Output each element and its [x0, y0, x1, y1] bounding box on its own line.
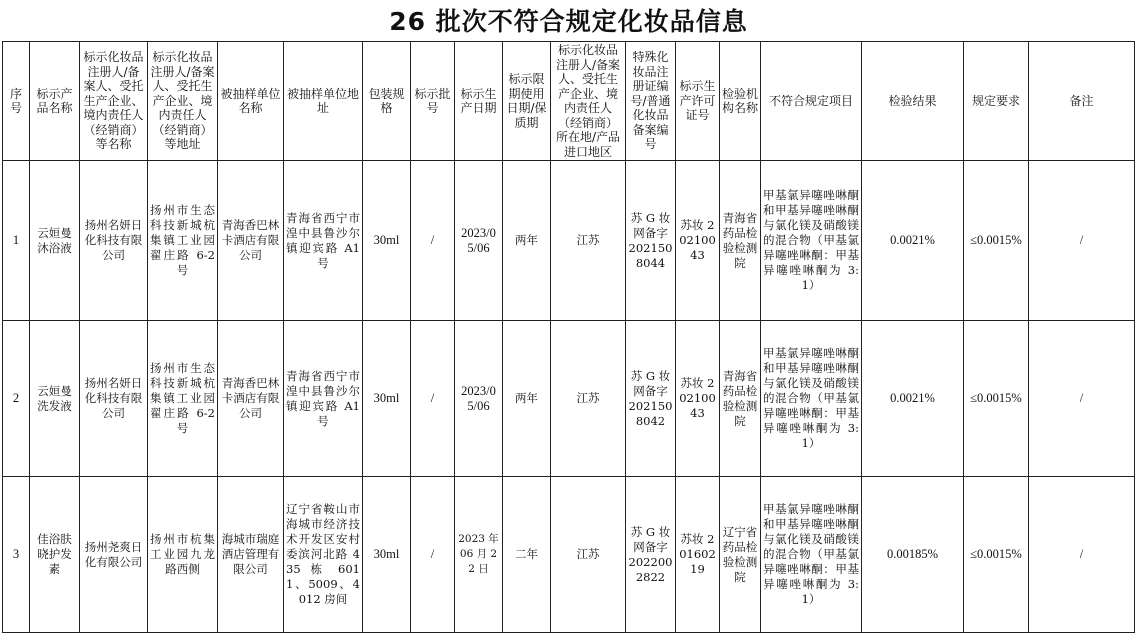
cell-company-name: 扬州名妍日化科技有限公司: [80, 321, 148, 477]
page-title: 26 批次不符合规定化妆品信息: [389, 7, 748, 36]
cell-product-name: 云姮曼洗发液: [30, 321, 80, 477]
cell-registration-number: 苏 G 妆网备字 2021508044: [626, 161, 676, 321]
cell-registration-number: 苏 G 妆网备字 2022002822: [626, 477, 676, 633]
cell-shelf-life: 两年: [503, 161, 551, 321]
noncompliant-cosmetics-table: [2, 41, 1135, 633]
cell-product-name: 佳浴肤晓护发素: [30, 477, 80, 633]
cell-package-spec: 30ml: [363, 321, 411, 477]
col-header-company-address: 标示化妆品注册人/备案人、受托生产企业、境内责任人（经销商）等地址: [148, 42, 218, 161]
cell-sampled-unit-name: 青海香巴林卡酒店有限公司: [218, 161, 284, 321]
col-header-index: 序号: [3, 42, 30, 161]
col-header-company-name: 标示化妆品注册人/备案人、受托生产企业、境内责任人（经销商）等名称: [80, 42, 148, 161]
cell-production-date: 2023/05/06: [455, 161, 503, 321]
cell-index: 3: [3, 477, 30, 633]
cell-requirement: ≤0.0015%: [964, 321, 1029, 477]
cell-sampled-unit-name: 青海香巴林卡酒店有限公司: [218, 321, 284, 477]
col-header-batch-number: 标示批号: [411, 42, 455, 161]
cell-batch-number: /: [411, 321, 455, 477]
col-header-test-result: 检验结果: [862, 42, 964, 161]
cell-batch-number: /: [411, 161, 455, 321]
col-header-sampled-unit-name: 被抽样单位名称: [218, 42, 284, 161]
cell-sampled-unit-address: 辽宁省鞍山市海城市经济技术开发区安村委滨河北路 435 栋 6011、5009、4012 房间: [284, 477, 363, 633]
col-header-license-number: 标示生产许可证号: [676, 42, 720, 161]
col-header-package-spec: 包装规格: [363, 42, 411, 161]
col-header-noncompliant-item: 不符合规定项目: [761, 42, 862, 161]
cell-license-number: 苏妆 20210043: [676, 161, 720, 321]
cell-noncompliant-item: 甲基氯异噻唑啉酮和甲基异噻唑啉酮与氯化镁及硝酸镁的混合物（甲基氯异噻唑啉酮：甲基异噻唑啉酮为 3:1）: [761, 161, 862, 321]
cell-sampled-unit-address: 青海省西宁市湟中县鲁沙尔镇迎宾路 A1 号: [284, 321, 363, 477]
cell-noncompliant-item: 甲基氯异噻唑啉酮和甲基异噻唑啉酮与氯化镁及硝酸镁的混合物（甲基氯异噻唑啉酮：甲基异噻唑啉酮为 3:1）: [761, 477, 862, 633]
cell-production-date: 2023/05/06: [455, 321, 503, 477]
cell-license-number: 苏妆 20210043: [676, 321, 720, 477]
cell-license-number: 苏妆 20160219: [676, 477, 720, 633]
cell-location: 江苏: [551, 161, 626, 321]
cell-company-address: 扬州市杭集工业园九龙路西侧: [148, 477, 218, 633]
cell-test-result: 0.00185%: [862, 477, 964, 633]
cell-registration-number: 苏 G 妆网备字 2021508042: [626, 321, 676, 477]
cell-noncompliant-item: 甲基氯异噻唑啉酮和甲基异噻唑啉酮与氯化镁及硝酸镁的混合物（甲基氯异噻唑啉酮：甲基异噻唑啉酮为 3:1）: [761, 321, 862, 477]
cell-sampled-unit-address: 青海省西宁市湟中县鲁沙尔镇迎宾路 A1 号: [284, 161, 363, 321]
cell-test-result: 0.0021%: [862, 321, 964, 477]
table-row: [3, 477, 1135, 633]
col-header-product-name: 标示产品名称: [30, 42, 80, 161]
cell-inspection-agency: 辽宁省药品检验检测院: [720, 477, 761, 633]
cell-company-address: 扬州市生态科技新城杭集镇工业园翟庄路 6-2 号: [148, 161, 218, 321]
cell-product-name: 云姮曼沐浴液: [30, 161, 80, 321]
cell-package-spec: 30ml: [363, 477, 411, 633]
cell-index: 1: [3, 161, 30, 321]
col-header-requirement: 规定要求: [964, 42, 1029, 161]
cell-location: 江苏: [551, 477, 626, 633]
cell-requirement: ≤0.0015%: [964, 161, 1029, 321]
cell-index: 2: [3, 321, 30, 477]
cell-batch-number: /: [411, 477, 455, 633]
col-header-sampled-unit-address: 被抽样单位地址: [284, 42, 363, 161]
cell-sampled-unit-name: 海城市瑞庭酒店管理有限公司: [218, 477, 284, 633]
cell-company-name: 扬州尧爽日化有限公司: [80, 477, 148, 633]
cell-requirement: ≤0.0015%: [964, 477, 1029, 633]
cell-remarks: /: [1029, 321, 1135, 477]
cell-test-result: 0.0021%: [862, 161, 964, 321]
table-header-row: [3, 42, 1135, 161]
cell-shelf-life: 二年: [503, 477, 551, 633]
cell-remarks: /: [1029, 477, 1135, 633]
cell-inspection-agency: 青海省药品检验检测院: [720, 161, 761, 321]
col-header-remarks: 备注: [1029, 42, 1135, 161]
cell-shelf-life: 两年: [503, 321, 551, 477]
cell-location: 江苏: [551, 321, 626, 477]
cell-production-date: 2023 年 06 月 22 日: [455, 477, 503, 633]
col-header-inspection-agency: 检验机构名称: [720, 42, 761, 161]
table-row: [3, 161, 1135, 321]
cell-company-name: 扬州名妍日化科技有限公司: [80, 161, 148, 321]
cell-package-spec: 30ml: [363, 161, 411, 321]
table-row: [3, 321, 1135, 477]
col-header-location: 标示化妆品注册人/备案人、受托生产企业、境内责任人（经销商）所在地/产品进口地区: [551, 42, 626, 161]
col-header-shelf-life: 标示限期使用日期/保质期: [503, 42, 551, 161]
cell-company-address: 扬州市生态科技新城杭集镇工业园翟庄路 6-2 号: [148, 321, 218, 477]
cell-inspection-agency: 青海省药品检验检测院: [720, 321, 761, 477]
col-header-production-date: 标示生产日期: [455, 42, 503, 161]
cell-remarks: /: [1029, 161, 1135, 321]
col-header-registration-number: 特殊化妆品注册证编号/普通化妆品备案编号: [626, 42, 676, 161]
